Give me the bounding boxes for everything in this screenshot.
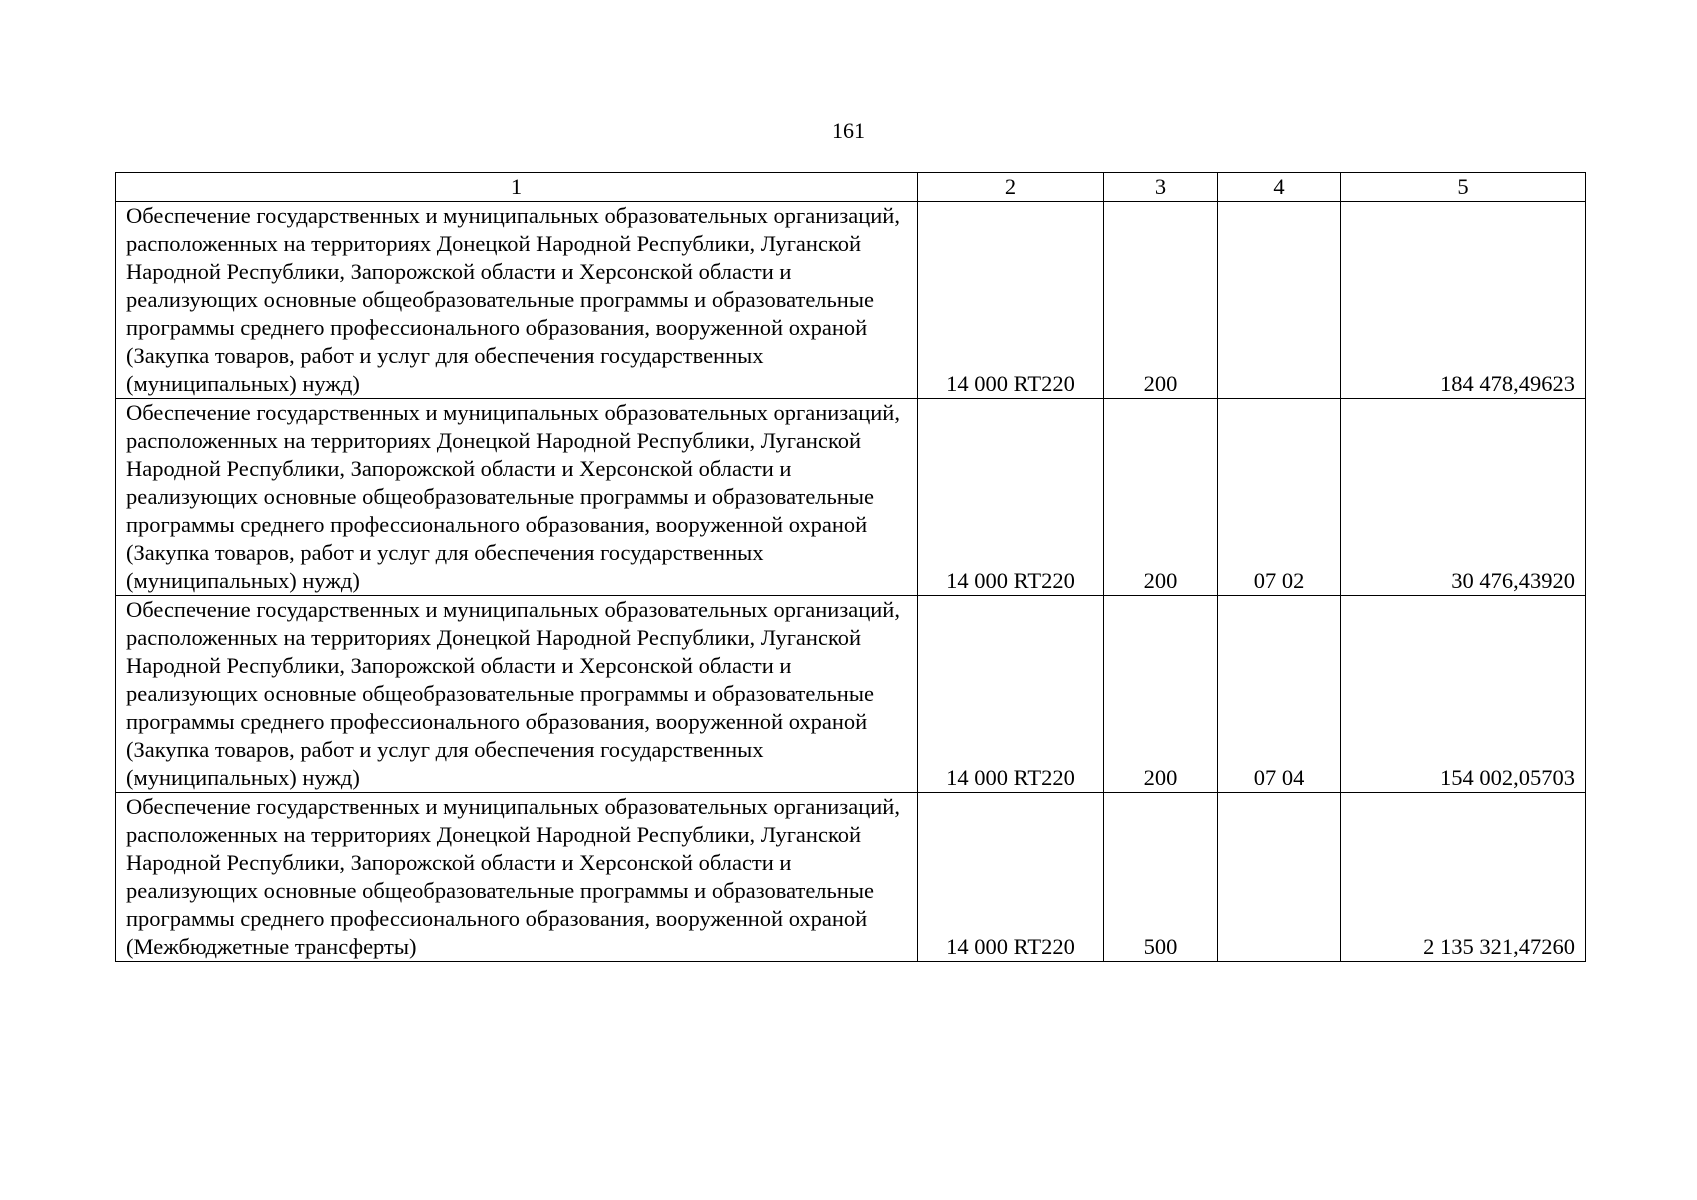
row-description: Обеспечение государственных и муниципальных образовательных организаций, расположенных на территориях Донецкой Народной Республики, Луганской Народной Республики, Запорожской области и Херсонской области и реализующих основные общеобразовательные программы и образовательные программы среднего профессионального образования, вооруженной охраной (Межбюджетные трансферты)	[116, 793, 918, 962]
row-description: Обеспечение государственных и муниципальных образовательных организаций, расположенных на территориях Донецкой Народной Республики, Луганской Народной Республики, Запорожской области и Херсонской области и реализующих основные общеобразовательные программы и образовательные программы среднего профессионального образования, вооруженной охраной (Закупка товаров, работ и услуг для обеспечения государственных (муниципальных) нужд)	[116, 399, 918, 596]
table-row	[116, 399, 1586, 596]
row-section	[1218, 793, 1341, 962]
budget-table	[115, 172, 1586, 962]
row-description: Обеспечение государственных и муниципальных образовательных организаций, расположенных на территориях Донецкой Народной Республики, Луганской Народной Республики, Запорожской области и Херсонской области и реализующих основные общеобразовательные программы и образовательные программы среднего профессионального образования, вооруженной охраной (Закупка товаров, работ и услуг для обеспечения государственных (муниципальных) нужд)	[116, 596, 918, 793]
row-section: 07 04	[1218, 596, 1341, 793]
row-section: 07 02	[1218, 399, 1341, 596]
row-target-code: 14 000 RT220	[918, 596, 1104, 793]
column-header-4: 4	[1218, 173, 1341, 202]
table-header-row	[116, 173, 1586, 202]
row-expense-type: 200	[1104, 596, 1218, 793]
table-row	[116, 202, 1586, 399]
column-header-3: 3	[1104, 173, 1218, 202]
column-header-5: 5	[1341, 173, 1586, 202]
row-amount: 2 135 321,47260	[1341, 793, 1586, 962]
row-target-code: 14 000 RT220	[918, 399, 1104, 596]
row-target-code: 14 000 RT220	[918, 793, 1104, 962]
row-amount: 154 002,05703	[1341, 596, 1586, 793]
column-header-2: 2	[918, 173, 1104, 202]
page-number: 161	[832, 118, 865, 143]
row-amount: 184 478,49623	[1341, 202, 1586, 399]
row-target-code: 14 000 RT220	[918, 202, 1104, 399]
row-description: Обеспечение государственных и муниципальных образовательных организаций, расположенных на территориях Донецкой Народной Республики, Луганской Народной Республики, Запорожской области и Херсонской области и реализующих основные общеобразовательные программы и образовательные программы среднего профессионального образования, вооруженной охраной (Закупка товаров, работ и услуг для обеспечения государственных (муниципальных) нужд)	[116, 202, 918, 399]
row-expense-type: 500	[1104, 793, 1218, 962]
row-section	[1218, 202, 1341, 399]
row-expense-type: 200	[1104, 399, 1218, 596]
table-row	[116, 596, 1586, 793]
row-amount: 30 476,43920	[1341, 399, 1586, 596]
table-row	[116, 793, 1586, 962]
column-header-1: 1	[116, 173, 918, 202]
row-expense-type: 200	[1104, 202, 1218, 399]
